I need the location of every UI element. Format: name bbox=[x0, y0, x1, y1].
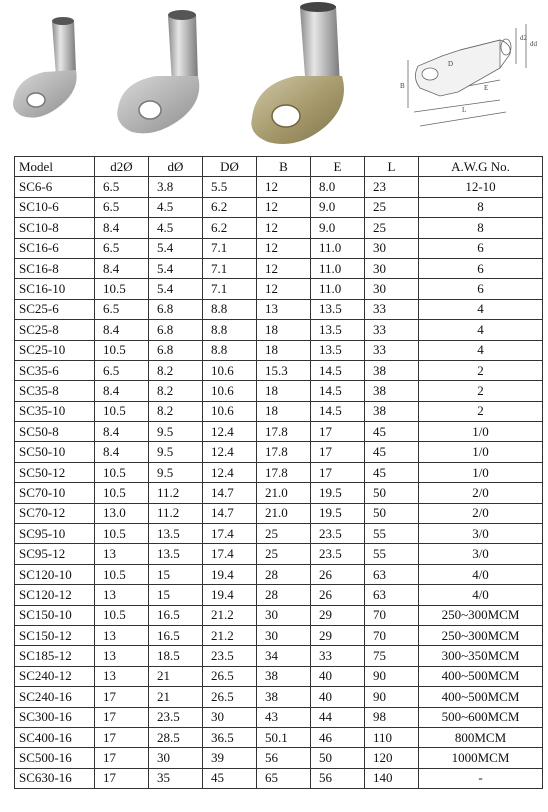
cell-d: 11.2 bbox=[149, 483, 203, 503]
cell-model: SC400-16 bbox=[15, 727, 95, 747]
cell-model: SC35-8 bbox=[15, 381, 95, 401]
cell-d: 16.5 bbox=[149, 625, 203, 645]
cell-D: 26.5 bbox=[203, 666, 257, 686]
cell-E: 8.0 bbox=[311, 177, 365, 197]
diagram-label-B: B bbox=[400, 82, 405, 90]
cell-d: 21 bbox=[149, 666, 203, 686]
table-body bbox=[15, 177, 543, 789]
cell-d2: 10.5 bbox=[95, 605, 149, 625]
cell-d: 28.5 bbox=[149, 727, 203, 747]
cell-L: 30 bbox=[365, 258, 419, 278]
cell-D: 19.4 bbox=[203, 585, 257, 605]
cell-L: 50 bbox=[365, 483, 419, 503]
cell-awg: 400~500MCM bbox=[419, 666, 543, 686]
cell-D: 10.6 bbox=[203, 360, 257, 380]
cell-d2: 6.5 bbox=[95, 238, 149, 258]
cell-awg: 4 bbox=[419, 320, 543, 340]
cell-L: 30 bbox=[365, 279, 419, 299]
table-row bbox=[15, 748, 543, 768]
cell-model: SC120-10 bbox=[15, 564, 95, 584]
cell-model: SC185-12 bbox=[15, 646, 95, 666]
cell-d2: 8.4 bbox=[95, 442, 149, 462]
cell-D: 7.1 bbox=[203, 238, 257, 258]
cell-D: 10.6 bbox=[203, 401, 257, 421]
cell-E: 9.0 bbox=[311, 197, 365, 217]
cell-model: SC25-6 bbox=[15, 299, 95, 319]
cell-d: 5.4 bbox=[149, 258, 203, 278]
cell-E: 33 bbox=[311, 646, 365, 666]
cell-L: 70 bbox=[365, 605, 419, 625]
cell-awg: 2/0 bbox=[419, 483, 543, 503]
cell-model: SC50-10 bbox=[15, 442, 95, 462]
cell-L: 38 bbox=[365, 360, 419, 380]
cell-D: 14.7 bbox=[203, 483, 257, 503]
cell-B: 21.0 bbox=[257, 483, 311, 503]
cell-model: SC150-12 bbox=[15, 625, 95, 645]
table-header-row bbox=[15, 157, 543, 177]
cell-B: 12 bbox=[257, 197, 311, 217]
cell-E: 19.5 bbox=[311, 483, 365, 503]
cell-D: 21.2 bbox=[203, 605, 257, 625]
cell-L: 23 bbox=[365, 177, 419, 197]
cell-d2: 10.5 bbox=[95, 564, 149, 584]
cell-d: 3.8 bbox=[149, 177, 203, 197]
table-row bbox=[15, 544, 543, 564]
cell-model: SC95-12 bbox=[15, 544, 95, 564]
cell-B: 38 bbox=[257, 687, 311, 707]
cell-model: SC50-8 bbox=[15, 422, 95, 442]
cell-E: 14.5 bbox=[311, 360, 365, 380]
cell-B: 17.8 bbox=[257, 442, 311, 462]
cell-D: 12.4 bbox=[203, 442, 257, 462]
cell-E: 13.5 bbox=[311, 299, 365, 319]
cell-B: 30 bbox=[257, 625, 311, 645]
cell-E: 17 bbox=[311, 422, 365, 442]
cell-model: SC240-12 bbox=[15, 666, 95, 686]
cell-E: 40 bbox=[311, 666, 365, 686]
cell-d2: 8.4 bbox=[95, 218, 149, 238]
cell-D: 26.5 bbox=[203, 687, 257, 707]
table-row bbox=[15, 381, 543, 401]
cell-B: 12 bbox=[257, 258, 311, 278]
cell-d2: 17 bbox=[95, 687, 149, 707]
cell-d: 30 bbox=[149, 748, 203, 768]
cell-d2: 13 bbox=[95, 585, 149, 605]
cell-D: 8.8 bbox=[203, 340, 257, 360]
cell-model: SC35-10 bbox=[15, 401, 95, 421]
cell-L: 45 bbox=[365, 442, 419, 462]
cell-B: 21.0 bbox=[257, 503, 311, 523]
cell-B: 30 bbox=[257, 605, 311, 625]
cell-d2: 8.4 bbox=[95, 422, 149, 442]
cell-E: 26 bbox=[311, 585, 365, 605]
header-model: Model bbox=[15, 157, 95, 177]
cell-D: 8.8 bbox=[203, 320, 257, 340]
cell-d2: 10.5 bbox=[95, 279, 149, 299]
cell-d2: 10.5 bbox=[95, 340, 149, 360]
cell-awg: 2 bbox=[419, 360, 543, 380]
cell-E: 11.0 bbox=[311, 258, 365, 278]
cell-awg: 3/0 bbox=[419, 544, 543, 564]
table-row bbox=[15, 585, 543, 605]
cell-d: 35 bbox=[149, 768, 203, 788]
cell-L: 38 bbox=[365, 401, 419, 421]
cell-awg: 12-10 bbox=[419, 177, 543, 197]
cell-model: SC35-6 bbox=[15, 360, 95, 380]
cell-B: 25 bbox=[257, 544, 311, 564]
cell-B: 18 bbox=[257, 320, 311, 340]
diagram-label-d2: d2 bbox=[520, 34, 527, 42]
cell-L: 98 bbox=[365, 707, 419, 727]
cell-d2: 6.5 bbox=[95, 177, 149, 197]
table-row bbox=[15, 564, 543, 584]
cell-d: 4.5 bbox=[149, 218, 203, 238]
cell-L: 75 bbox=[365, 646, 419, 666]
cell-D: 7.1 bbox=[203, 258, 257, 278]
cell-D: 5.5 bbox=[203, 177, 257, 197]
cell-E: 17 bbox=[311, 442, 365, 462]
cell-B: 25 bbox=[257, 524, 311, 544]
cell-d2: 13 bbox=[95, 646, 149, 666]
cell-B: 12 bbox=[257, 279, 311, 299]
cell-model: SC16-6 bbox=[15, 238, 95, 258]
header-awg: A.W.G No. bbox=[419, 157, 543, 177]
cell-D: 17.4 bbox=[203, 524, 257, 544]
cell-E: 50 bbox=[311, 748, 365, 768]
cell-model: SC16-8 bbox=[15, 258, 95, 278]
cell-B: 17.8 bbox=[257, 422, 311, 442]
cell-d2: 17 bbox=[95, 768, 149, 788]
lug-photos bbox=[0, 0, 548, 152]
cell-awg: 8 bbox=[419, 197, 543, 217]
cell-model: SC10-8 bbox=[15, 218, 95, 238]
table-row bbox=[15, 299, 543, 319]
cell-awg: 1/0 bbox=[419, 462, 543, 482]
cell-L: 25 bbox=[365, 197, 419, 217]
cell-D: 12.4 bbox=[203, 462, 257, 482]
cell-B: 12 bbox=[257, 177, 311, 197]
cell-E: 23.5 bbox=[311, 544, 365, 564]
cell-d2: 17 bbox=[95, 707, 149, 727]
header-B: B bbox=[257, 157, 311, 177]
cell-awg: 250~300MCM bbox=[419, 605, 543, 625]
cell-E: 17 bbox=[311, 462, 365, 482]
cell-model: SC630-16 bbox=[15, 768, 95, 788]
cell-D: 10.6 bbox=[203, 381, 257, 401]
table-row bbox=[15, 360, 543, 380]
cell-B: 18 bbox=[257, 381, 311, 401]
cell-awg: 2 bbox=[419, 381, 543, 401]
diagram-label-D: D bbox=[448, 60, 454, 68]
cell-D: 19.4 bbox=[203, 564, 257, 584]
cell-d2: 13 bbox=[95, 666, 149, 686]
cell-model: SC50-12 bbox=[15, 462, 95, 482]
cell-L: 55 bbox=[365, 524, 419, 544]
cell-D: 17.4 bbox=[203, 544, 257, 564]
cell-B: 13 bbox=[257, 299, 311, 319]
cell-d: 23.5 bbox=[149, 707, 203, 727]
table-row bbox=[15, 320, 543, 340]
cell-L: 55 bbox=[365, 544, 419, 564]
cell-L: 110 bbox=[365, 727, 419, 747]
cell-E: 26 bbox=[311, 564, 365, 584]
cell-L: 33 bbox=[365, 340, 419, 360]
cell-E: 29 bbox=[311, 625, 365, 645]
cell-D: 36.5 bbox=[203, 727, 257, 747]
cell-awg: 8 bbox=[419, 218, 543, 238]
cell-awg: 4 bbox=[419, 340, 543, 360]
cell-model: SC95-10 bbox=[15, 524, 95, 544]
cell-d: 6.8 bbox=[149, 299, 203, 319]
product-photo-strip bbox=[0, 0, 548, 152]
cell-L: 45 bbox=[365, 422, 419, 442]
cell-L: 63 bbox=[365, 564, 419, 584]
table-row bbox=[15, 727, 543, 747]
header-d2: d2Ø bbox=[95, 157, 149, 177]
cell-D: 7.1 bbox=[203, 279, 257, 299]
lug-photo-small bbox=[13, 17, 77, 118]
table-row bbox=[15, 503, 543, 523]
cell-d2: 8.4 bbox=[95, 381, 149, 401]
cell-D: 12.4 bbox=[203, 422, 257, 442]
diagram-label-E: E bbox=[484, 84, 489, 92]
cell-d2: 13.0 bbox=[95, 503, 149, 523]
cell-d: 21 bbox=[149, 687, 203, 707]
cell-L: 63 bbox=[365, 585, 419, 605]
cell-E: 29 bbox=[311, 605, 365, 625]
cell-D: 6.2 bbox=[203, 218, 257, 238]
cell-d2: 6.5 bbox=[95, 360, 149, 380]
cell-d: 8.2 bbox=[149, 381, 203, 401]
cell-D: 8.8 bbox=[203, 299, 257, 319]
cell-awg: 1/0 bbox=[419, 422, 543, 442]
cell-d: 13.5 bbox=[149, 544, 203, 564]
cell-model: SC6-6 bbox=[15, 177, 95, 197]
cell-d2: 13 bbox=[95, 625, 149, 645]
header-D: DØ bbox=[203, 157, 257, 177]
cell-d: 6.8 bbox=[149, 340, 203, 360]
table-row bbox=[15, 279, 543, 299]
cell-d2: 6.5 bbox=[95, 299, 149, 319]
cell-d2: 6.5 bbox=[95, 197, 149, 217]
cell-awg: 500~600MCM bbox=[419, 707, 543, 727]
cell-E: 11.0 bbox=[311, 238, 365, 258]
cell-E: 46 bbox=[311, 727, 365, 747]
dimension-diagram bbox=[408, 24, 526, 126]
header-d: dØ bbox=[149, 157, 203, 177]
cell-B: 50.1 bbox=[257, 727, 311, 747]
lug-photo-large bbox=[251, 2, 344, 144]
cell-d2: 10.5 bbox=[95, 462, 149, 482]
cell-D: 23.5 bbox=[203, 646, 257, 666]
cell-B: 34 bbox=[257, 646, 311, 666]
cell-awg: 1000MCM bbox=[419, 748, 543, 768]
cell-d2: 10.5 bbox=[95, 401, 149, 421]
cell-awg: 3/0 bbox=[419, 524, 543, 544]
cell-awg: - bbox=[419, 768, 543, 788]
diagram-label-dd: dd bbox=[530, 40, 537, 48]
cell-awg: 4/0 bbox=[419, 564, 543, 584]
cell-d: 5.4 bbox=[149, 279, 203, 299]
cell-L: 45 bbox=[365, 462, 419, 482]
cell-model: SC70-10 bbox=[15, 483, 95, 503]
cell-d2: 17 bbox=[95, 748, 149, 768]
cell-L: 30 bbox=[365, 238, 419, 258]
cell-L: 120 bbox=[365, 748, 419, 768]
cell-awg: 4/0 bbox=[419, 585, 543, 605]
header-E: E bbox=[311, 157, 365, 177]
cell-B: 65 bbox=[257, 768, 311, 788]
cell-d: 15 bbox=[149, 585, 203, 605]
lug-photo-medium bbox=[117, 10, 199, 133]
cell-L: 90 bbox=[365, 666, 419, 686]
table-row bbox=[15, 177, 543, 197]
cell-L: 70 bbox=[365, 625, 419, 645]
cell-B: 43 bbox=[257, 707, 311, 727]
cell-L: 50 bbox=[365, 503, 419, 523]
table-row bbox=[15, 340, 543, 360]
table-row bbox=[15, 442, 543, 462]
table-row bbox=[15, 666, 543, 686]
cell-B: 15.3 bbox=[257, 360, 311, 380]
table-row bbox=[15, 401, 543, 421]
cell-E: 14.5 bbox=[311, 401, 365, 421]
cell-model: SC300-16 bbox=[15, 707, 95, 727]
table-row bbox=[15, 462, 543, 482]
cell-d: 5.4 bbox=[149, 238, 203, 258]
cell-D: 30 bbox=[203, 707, 257, 727]
cell-awg: 800MCM bbox=[419, 727, 543, 747]
table-row bbox=[15, 768, 543, 788]
cell-model: SC500-16 bbox=[15, 748, 95, 768]
cell-D: 21.2 bbox=[203, 625, 257, 645]
cell-D: 6.2 bbox=[203, 197, 257, 217]
cell-E: 9.0 bbox=[311, 218, 365, 238]
cell-d: 13.5 bbox=[149, 524, 203, 544]
header-L: L bbox=[365, 157, 419, 177]
cell-D: 45 bbox=[203, 768, 257, 788]
cell-B: 28 bbox=[257, 564, 311, 584]
table-row bbox=[15, 197, 543, 217]
cell-awg: 300~350MCM bbox=[419, 646, 543, 666]
table-row bbox=[15, 707, 543, 727]
cell-E: 23.5 bbox=[311, 524, 365, 544]
cell-awg: 250~300MCM bbox=[419, 625, 543, 645]
cell-awg: 6 bbox=[419, 238, 543, 258]
cell-E: 56 bbox=[311, 768, 365, 788]
table-row bbox=[15, 258, 543, 278]
cell-d: 8.2 bbox=[149, 401, 203, 421]
cell-awg: 6 bbox=[419, 258, 543, 278]
cell-d: 11.2 bbox=[149, 503, 203, 523]
cell-d2: 8.4 bbox=[95, 320, 149, 340]
cell-d2: 13 bbox=[95, 544, 149, 564]
cell-B: 17.8 bbox=[257, 462, 311, 482]
cell-model: SC16-10 bbox=[15, 279, 95, 299]
diagram-label-L: L bbox=[462, 106, 467, 114]
cell-model: SC150-10 bbox=[15, 605, 95, 625]
table-row bbox=[15, 483, 543, 503]
table-row bbox=[15, 605, 543, 625]
cell-B: 12 bbox=[257, 218, 311, 238]
cell-d: 15 bbox=[149, 564, 203, 584]
cell-L: 140 bbox=[365, 768, 419, 788]
cell-B: 38 bbox=[257, 666, 311, 686]
cell-B: 28 bbox=[257, 585, 311, 605]
cell-d: 16.5 bbox=[149, 605, 203, 625]
cell-awg: 6 bbox=[419, 279, 543, 299]
cell-E: 11.0 bbox=[311, 279, 365, 299]
cell-B: 18 bbox=[257, 401, 311, 421]
cell-model: SC120-12 bbox=[15, 585, 95, 605]
cell-d2: 10.5 bbox=[95, 483, 149, 503]
cell-D: 39 bbox=[203, 748, 257, 768]
spec-table bbox=[14, 156, 543, 789]
cell-d: 9.5 bbox=[149, 422, 203, 442]
cell-d: 9.5 bbox=[149, 442, 203, 462]
cell-awg: 2/0 bbox=[419, 503, 543, 523]
cell-model: SC70-12 bbox=[15, 503, 95, 523]
table-row bbox=[15, 238, 543, 258]
cell-L: 90 bbox=[365, 687, 419, 707]
cell-awg: 2 bbox=[419, 401, 543, 421]
table-row bbox=[15, 524, 543, 544]
cell-E: 40 bbox=[311, 687, 365, 707]
cell-model: SC25-8 bbox=[15, 320, 95, 340]
cell-d: 6.8 bbox=[149, 320, 203, 340]
cell-E: 14.5 bbox=[311, 381, 365, 401]
cell-d2: 8.4 bbox=[95, 258, 149, 278]
table-row bbox=[15, 687, 543, 707]
cell-awg: 1/0 bbox=[419, 442, 543, 462]
cell-L: 25 bbox=[365, 218, 419, 238]
table-row bbox=[15, 646, 543, 666]
cell-awg: 400~500MCM bbox=[419, 687, 543, 707]
table-row bbox=[15, 218, 543, 238]
cell-d: 18.5 bbox=[149, 646, 203, 666]
cell-model: SC25-10 bbox=[15, 340, 95, 360]
cell-B: 56 bbox=[257, 748, 311, 768]
cell-d: 8.2 bbox=[149, 360, 203, 380]
table-row bbox=[15, 422, 543, 442]
table-row bbox=[15, 625, 543, 645]
cell-model: SC10-6 bbox=[15, 197, 95, 217]
cell-L: 33 bbox=[365, 320, 419, 340]
cell-L: 38 bbox=[365, 381, 419, 401]
cell-d2: 17 bbox=[95, 727, 149, 747]
cell-d2: 10.5 bbox=[95, 524, 149, 544]
cell-L: 33 bbox=[365, 299, 419, 319]
cell-E: 13.5 bbox=[311, 340, 365, 360]
cell-E: 13.5 bbox=[311, 320, 365, 340]
cell-d: 4.5 bbox=[149, 197, 203, 217]
cell-B: 12 bbox=[257, 238, 311, 258]
cell-B: 18 bbox=[257, 340, 311, 360]
cell-D: 14.7 bbox=[203, 503, 257, 523]
cell-E: 19.5 bbox=[311, 503, 365, 523]
cell-d: 9.5 bbox=[149, 462, 203, 482]
cell-awg: 4 bbox=[419, 299, 543, 319]
cell-E: 44 bbox=[311, 707, 365, 727]
cell-model: SC240-16 bbox=[15, 687, 95, 707]
